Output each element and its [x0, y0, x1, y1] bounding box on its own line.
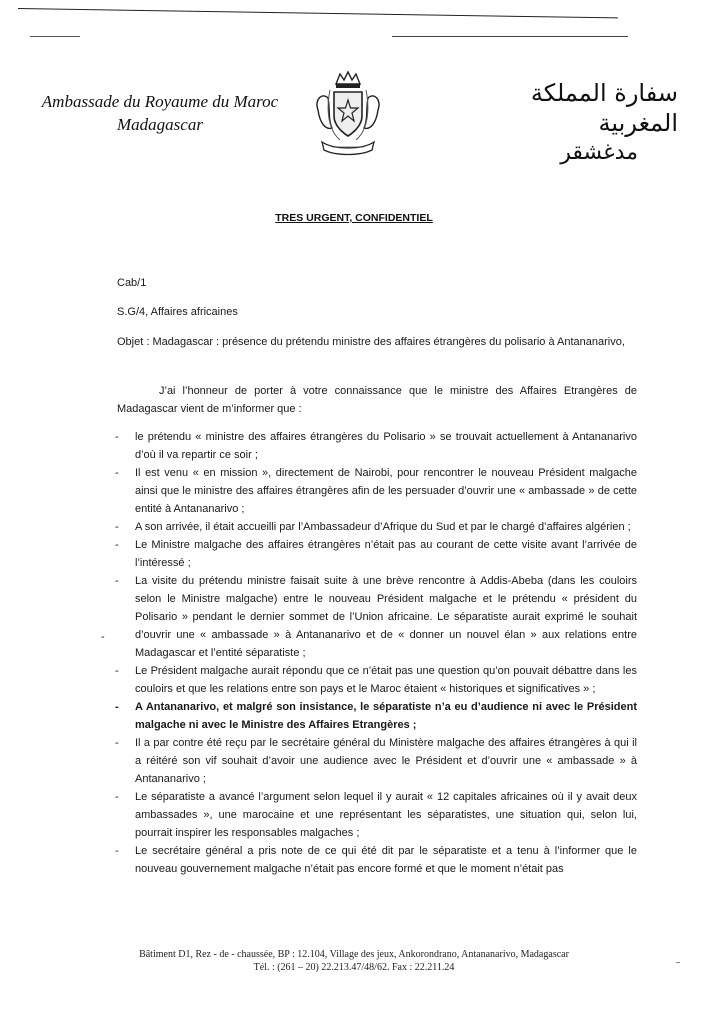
intro-paragraph: J’ai l’honneur de porter à votre connaissance que le ministre des Affaires Etrangères de Madagascar vient de m’informer que :	[117, 385, 637, 415]
list-item: - Le secrétaire général a pris note de ce qui été dit par le séparatiste et a tenu à l’informer que le nouveau gouvernement malgache n’était pas encore formé et que le moment n’était pas	[115, 845, 637, 875]
reference-cab: Cab/1	[117, 277, 147, 289]
information-list	[117, 428, 637, 878]
list-item: - La visite du prétendu ministre faisait suite à une brève rencontre à Addis-Abeba (dans les couloirs selon le Ministre malgache) entre le nouveau Président malgache et le prétendu « président du Polisario » pendant le dernier sommet de l’Union africaine. Le séparatiste aurait exprimé le souhait d’ouvrir une « ambassade » à Antananarivo et de « donner un nouvel élan » aux relations entre Madagascar et l’entité séparatiste ;	[115, 575, 637, 659]
embassy-name-arabic: سفارة المملكة المغربية	[530, 79, 678, 137]
letterhead-french	[30, 90, 290, 136]
scan-mark	[676, 962, 680, 963]
top-rule	[18, 8, 618, 18]
moroccan-coat-of-arms-icon	[312, 70, 384, 160]
footer-address-line: Bâtiment D1, Rez - de - chaussée, BP : 12.104, Village des jeux, Ankorondrano, Antananarivo, Madagascar	[139, 949, 569, 960]
subject-line: Objet : Madagascar : présence du prétendu ministre des affaires étrangères du polisario à Antananarivo,	[117, 336, 625, 348]
embassy-country: Madagascar	[117, 115, 203, 134]
list-item: - Il est venu « en mission », directement de Nairobi, pour rencontrer le nouveau Président malgache ainsi que le ministre des affaires étrangères afin de les persuader d’ouvrir une « ambassade » de cette entité à Antananarivo ;	[115, 467, 637, 515]
margin-mark: -	[101, 631, 105, 643]
classification-heading: TRES URGENT, CONFIDENTIEL	[275, 212, 433, 224]
list-item: - Le Ministre malgache des affaires étrangères n’était pas au courant de cette visite avant l’arrivée de l’intéressé ;	[115, 539, 637, 569]
list-item: - A son arrivée, il était accueilli par l’Ambassadeur d’Afrique du Sud et par le chargé d’affaires algérien ;	[115, 521, 631, 533]
letterhead-arabic	[488, 78, 678, 168]
embassy-name: Ambassade du Royaume du Maroc	[41, 92, 279, 111]
list-item: - Il a par contre été reçu par le secrétaire général du Ministère malgache des affaires étrangères à qui il a réitéré son vif souhait d’avoir une audience avec le Président et d’ouvrir une « ambassade » à Antananarivo ;	[115, 737, 637, 785]
top-rule-right	[392, 36, 628, 37]
reference-sg: S.G/4, Affaires africaines	[117, 306, 238, 318]
footer-contact-line: Tél. : (261 – 20) 22.213.47/48/62. Fax : 22.211.24	[253, 962, 455, 973]
top-rule-short-left	[30, 36, 80, 37]
footer-address	[0, 948, 708, 974]
list-item: - Le séparatiste a avancé l’argument selon lequel il y aurait « 12 capitales africaines où il y avait deux ambassades », une marocaine et une représentant les séparatistes, une situation qui, selon lui, pourrait inspirer les responsables malgaches ;	[115, 791, 637, 839]
embassy-country-arabic: مدغشقر	[560, 140, 638, 165]
list-item: - le prétendu « ministre des affaires étrangères du Polisario » se trouvait actuellement à Antananarivo d’où il va repartir ce soir ;	[115, 431, 637, 461]
list-item: - A Antananarivo, et malgré son insistance, le séparatiste n’a eu d’audience ni avec le Président malgache ni avec le Ministre des Affaires Etrangères ;	[115, 701, 637, 731]
list-item: - Le Président malgache aurait répondu que ce n’était pas une question qu’on pouvait débattre dans les couloirs et que les relations entre son pays et le Maroc étaient « historiques et significatives » ;	[115, 665, 637, 695]
